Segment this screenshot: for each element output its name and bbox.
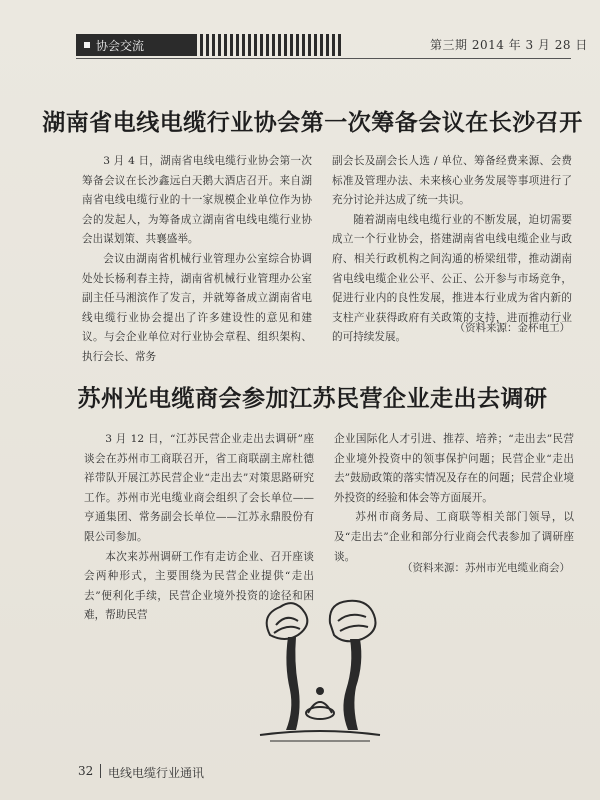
section-header	[76, 34, 194, 56]
footer-divider	[100, 764, 101, 778]
article1-title: 湖南省电线电缆行业协会第一次筹备会议在长沙召开	[42, 110, 583, 136]
article1-left-column	[82, 152, 312, 368]
article2-source: （资料来源：苏州市光电缆业商会）	[402, 562, 570, 574]
article1-right-paragraph: 随着湖南电线电缆行业的不断发展，迫切需要成立一个行业协会，搭建湖南省电线电缆企业与政府、相关行政机构之间沟通的桥梁纽带，推动湖南省电线电缆企业公平、公正、公开参与市场竞争，促进行业内的良性发展，推进本行业成为省内新的支柱产业获得政府有关政策的支持，进而推动行业的可持续发展。	[332, 213, 572, 344]
article2-left-paragraph: 本次来苏州调研工作有走访企业、召开座谈会两种形式，主要围绕为民营企业提供“走出去”便利化手续，民营企业境外投资的途径和困难，帮助民营	[84, 550, 314, 622]
publication-name: 电线电缆行业通讯	[108, 766, 205, 780]
page-number: 32	[78, 764, 94, 778]
article1-right-column	[332, 152, 572, 348]
article1-right-paragraph: 副会长及副会长人选 / 单位、筹备经费来源、会费标准及管理办法、未来核心业务发展等事项进行了充分讨论并达成了统一共识。	[332, 155, 572, 207]
issue-date: 第三期 2014 年 3 月 28 日	[430, 38, 588, 52]
header-hatch-decoration	[194, 34, 342, 56]
section-label: 协会交流	[96, 38, 145, 53]
article2-right-paragraph: 苏州市商务局、工商联等相关部门领导，以及“走出去”企业和部分行业商会代表参加了调研座谈。	[334, 511, 574, 563]
woodcut-tree-illustration	[250, 595, 390, 745]
article1-left-paragraph: 3 月 4 日，湖南省电线电缆行业协会第一次筹备会议在长沙鑫远白天鹅大酒店召开。来自湖南省电线电缆行业的十一家规模企业单位作为协会的发起人，为筹备成立湖南省电线电缆行业协会出谋划策、共襄盛举。	[82, 155, 312, 246]
article2-right-column	[334, 430, 574, 567]
square-bullet-icon	[84, 42, 90, 48]
article2-right-paragraph: 企业国际化人才引进、推荐、培养；“走出去”民营企业境外投资中的领事保护问题；民营企业“走出去”鼓励政策的落实情况及存在的问题；民营企业境外投资的经验和体会等方面展开。	[334, 433, 574, 504]
article2-left-paragraph: 3 月 12 日，“江苏民营企业走出去调研”座谈会在苏州市工商联召开，省工商联副主席杜德祥带队开展江苏民营企业“走出去”对策思路研究工作。苏州市光电缆业商会组织了会长单位——亨通集团、常务副会长单位——江苏永鼎股份有限公司参加。	[84, 433, 314, 543]
header-rule	[76, 58, 571, 59]
article1-source: （资料来源：金杯电工）	[454, 322, 570, 334]
article2-title: 苏州光电缆商会参加江苏民营企业走出去调研	[77, 386, 548, 412]
article1-left-paragraph: 会议由湖南省机械行业管理办公室综合协调处处长杨利春主持，湖南省机械行业管理办公室副主任马湘滨作了发言，并就筹备成立湖南省电线电缆行业协会提出了许多建设性的意见和建议。与会企业单位对行业协会章程、组织架构、执行会长、常务	[82, 252, 312, 363]
